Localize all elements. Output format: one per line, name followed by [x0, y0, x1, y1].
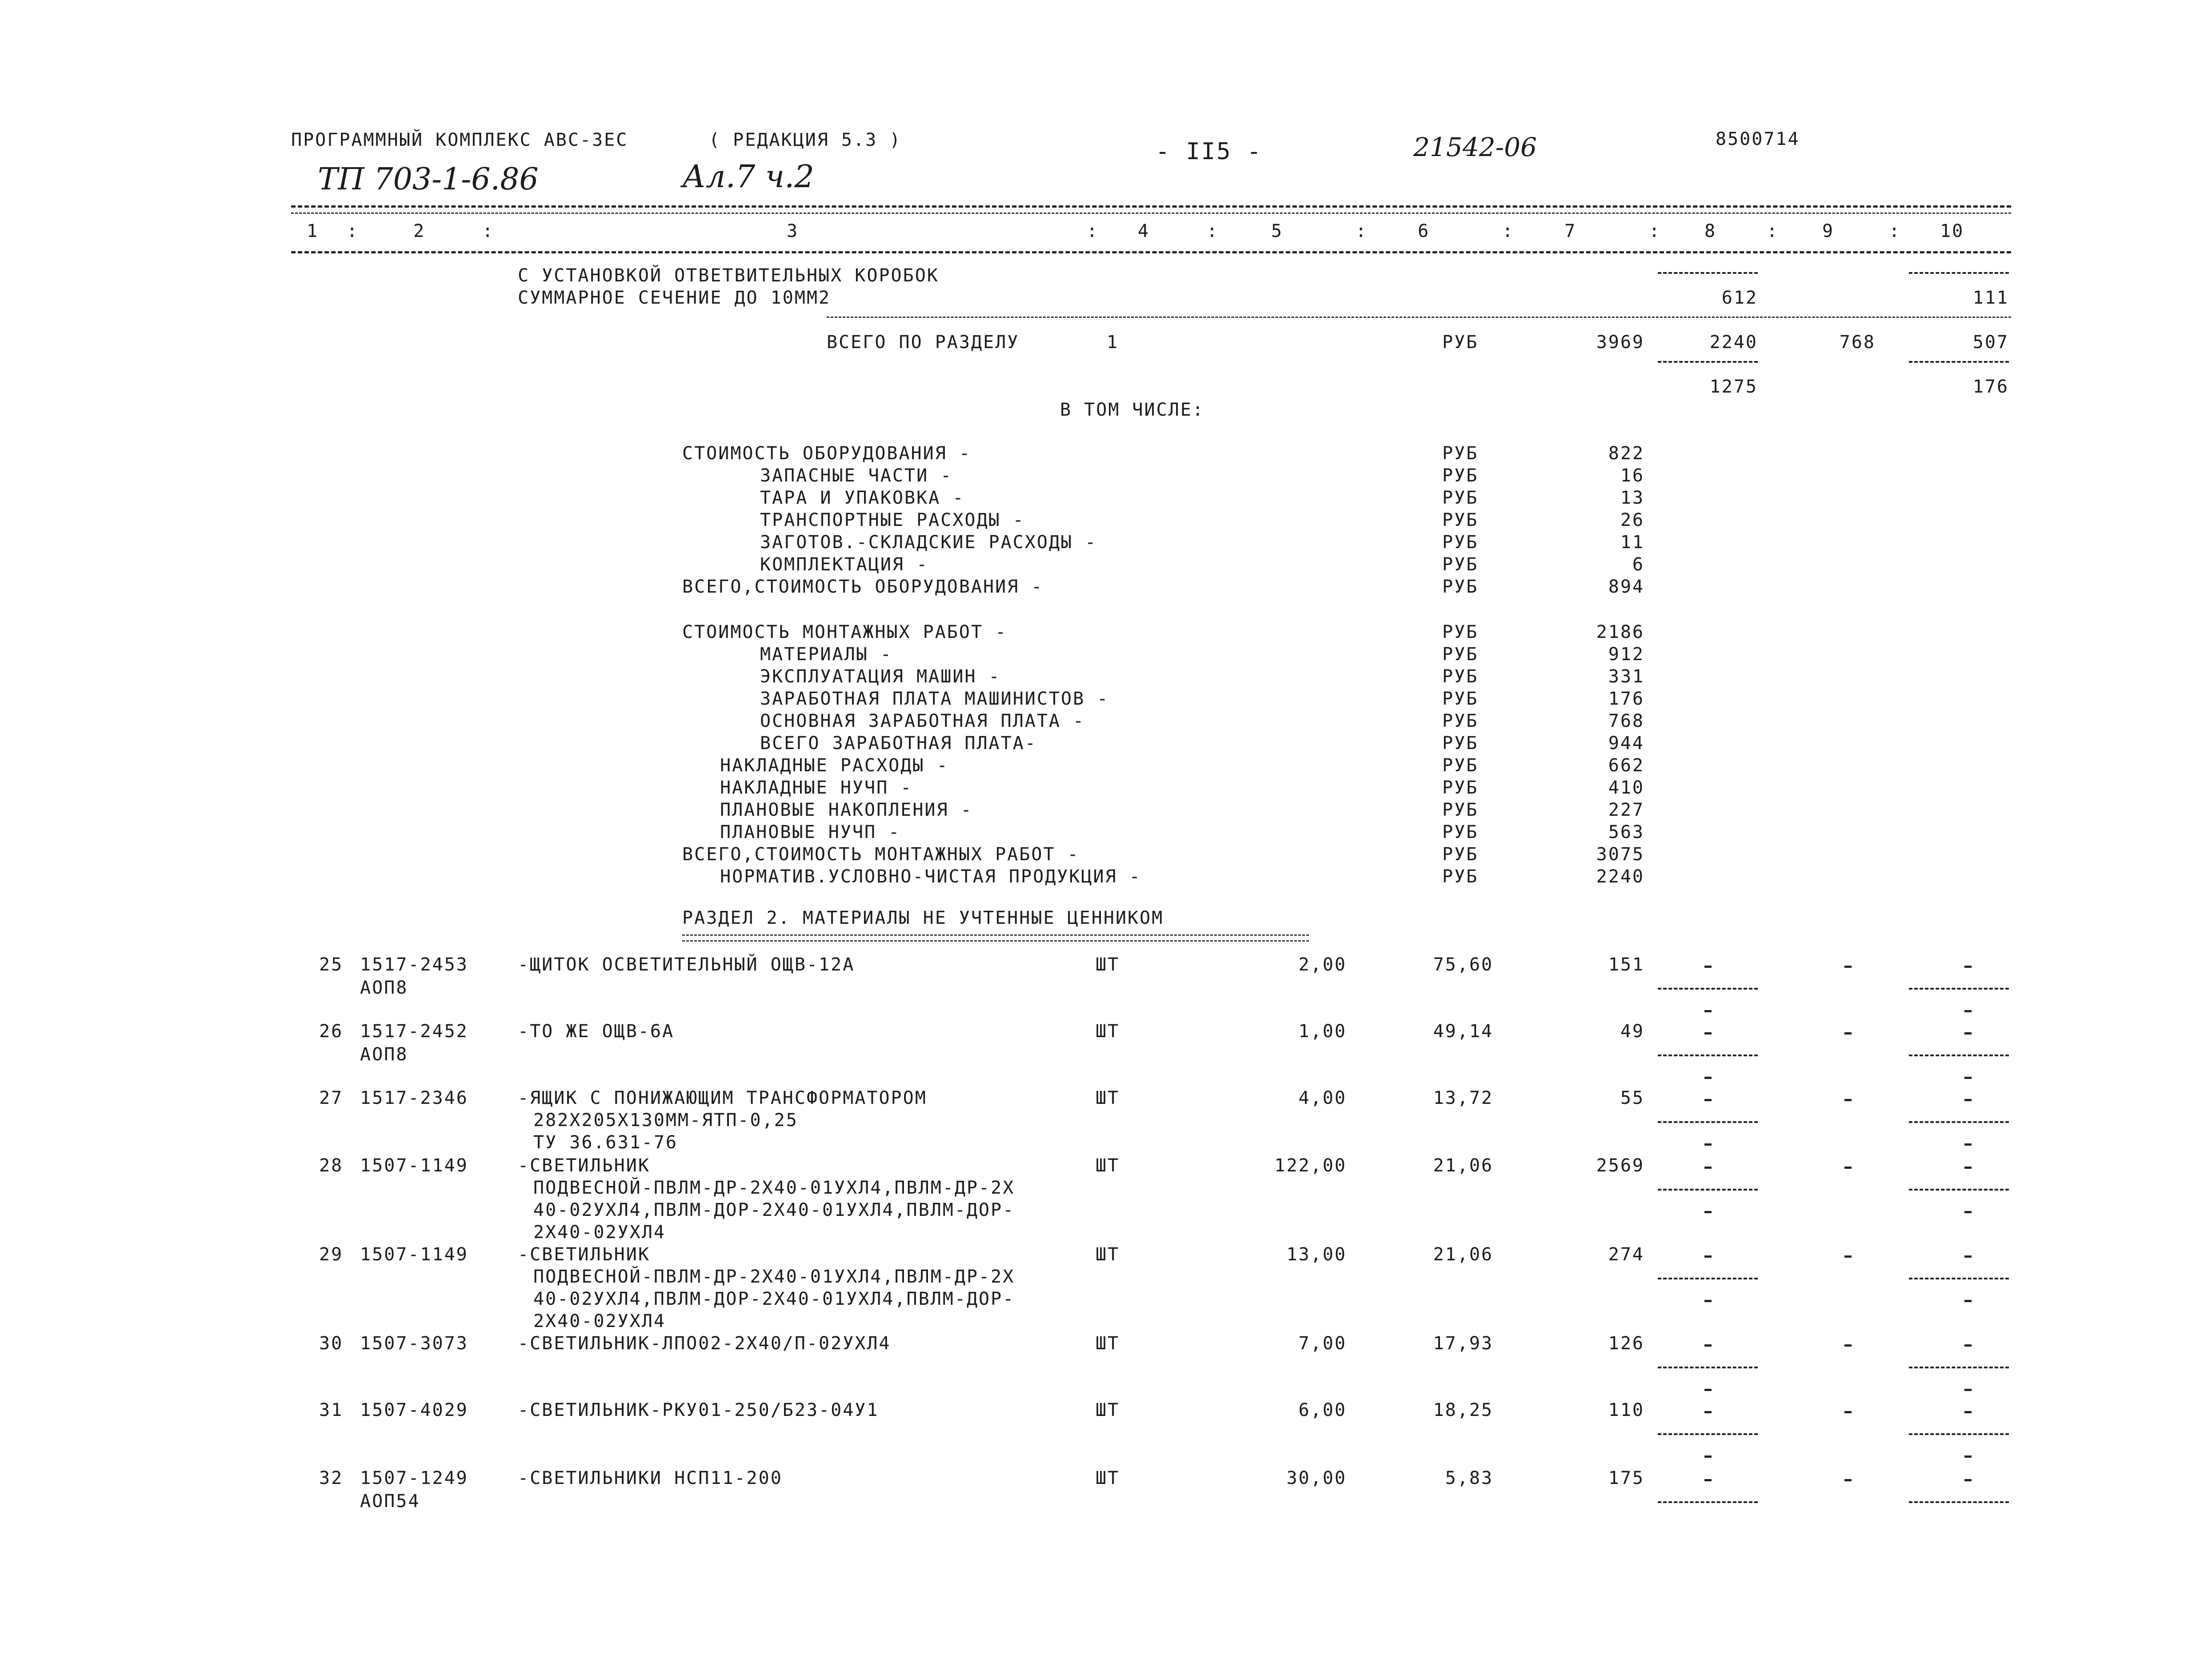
cost-line-label: ПЛАНОВЫЕ НАКОПЛЕНИЯ -	[720, 800, 973, 820]
cost-line-unit: РУБ	[1442, 733, 1479, 754]
intro-col10: 111	[1972, 288, 2009, 308]
row-price: 17,93	[1433, 1333, 1493, 1354]
cost-line-value: 2186	[1596, 622, 1644, 642]
col10-dash	[1909, 1501, 2009, 1503]
cost-line-unit: РУБ	[1442, 577, 1479, 597]
section-total-col7: 3969	[1596, 332, 1644, 353]
col10-dash	[1964, 1300, 1972, 1302]
col10-dash	[1964, 1344, 1972, 1347]
col8-dash	[1704, 1010, 1712, 1012]
row-total: 55	[1620, 1088, 1644, 1108]
row-description: -СВЕТИЛЬНИК	[518, 1244, 650, 1265]
row-code: 1507-4029	[360, 1400, 468, 1420]
cost-line-label: ВСЕГО ЗАРАБОТНАЯ ПЛАТА-	[760, 733, 1037, 754]
section2-underline	[682, 934, 1309, 942]
col10-dash	[1964, 1077, 1972, 1079]
row-qty: 6,00	[1298, 1400, 1347, 1420]
cost-line-value: 11	[1620, 532, 1644, 553]
col10-dash	[1909, 1367, 2009, 1368]
cost-line-unit: РУБ	[1442, 666, 1479, 687]
col8-dash	[1658, 1278, 1758, 1279]
row-price: 75,60	[1433, 954, 1493, 975]
col-5: 5	[1271, 221, 1284, 241]
cost-line-label: ТРАНСПОРТНЫЕ РАСХОДЫ -	[760, 510, 1025, 530]
col8-dash	[1704, 1099, 1712, 1101]
section-total-col8: 2240	[1709, 332, 1758, 353]
row-price: 21,06	[1433, 1244, 1493, 1265]
cost-line-unit: РУБ	[1442, 465, 1479, 486]
row-description: -ТО ЖЕ ОЩВ-6А	[518, 1021, 675, 1042]
project-code: ТП 703-1-6.86	[318, 162, 539, 197]
cost-line-value: 768	[1608, 711, 1644, 731]
row-description: 2Х40-02УХЛ4	[533, 1222, 666, 1243]
col10-dash	[1909, 1189, 2009, 1191]
row-unit: ШТ	[1096, 1468, 1120, 1488]
col-7: 7	[1564, 221, 1577, 241]
col8-dash	[1704, 1077, 1712, 1079]
cost-line-value: 662	[1608, 755, 1644, 776]
row-total: 110	[1608, 1400, 1644, 1420]
section-total-col10b: 176	[1972, 377, 2009, 397]
col-separator: :	[1087, 221, 1099, 241]
row-total: 151	[1608, 954, 1644, 975]
intro-col8: 612	[1721, 288, 1758, 308]
col8-dash	[1704, 1479, 1712, 1481]
row-code: 1507-1149	[360, 1244, 468, 1265]
row-description: -СВЕТИЛЬНИК-ЛПО02-2Х40/П-02УХЛ4	[518, 1333, 891, 1354]
cost-line-value: 894	[1608, 577, 1644, 597]
cost-line-unit: РУБ	[1442, 443, 1479, 464]
cost-line-unit: РУБ	[1442, 510, 1479, 530]
col8-dash	[1704, 1032, 1712, 1034]
col8-dash	[1704, 1389, 1712, 1391]
col8-dash	[1704, 1143, 1712, 1146]
col10-dash	[1909, 988, 2009, 990]
col-3: 3	[787, 221, 799, 241]
including-label: В ТОМ ЧИСЛЕ:	[1060, 400, 1204, 420]
row-code2: АОП8	[360, 1044, 408, 1065]
col-separator: :	[1502, 221, 1515, 241]
row-qty: 13,00	[1286, 1244, 1347, 1265]
row-num: 29	[319, 1244, 344, 1265]
col8-dash	[1658, 1189, 1758, 1191]
cost-line-unit: РУБ	[1442, 554, 1479, 575]
cost-line-unit: РУБ	[1442, 778, 1479, 798]
row-description: 2Х40-02УХЛ4	[533, 1311, 666, 1331]
cost-line-value: 13	[1620, 488, 1644, 508]
col10-dash	[1964, 1167, 1972, 1169]
header-rule-top-2	[291, 213, 2011, 214]
row-code2: АОП8	[360, 978, 408, 998]
header-rule-bottom	[291, 251, 2011, 253]
row-description: -СВЕТИЛЬНИК	[518, 1155, 650, 1176]
cost-line-value: 6	[1632, 554, 1644, 575]
cost-line-label: НОРМАТИВ.УСЛОВНО-ЧИСТАЯ ПРОДУКЦИЯ -	[720, 866, 1141, 887]
section-total-label: ВСЕГО ПО РАЗДЕЛУ	[827, 332, 1020, 353]
col-separator: :	[347, 221, 359, 241]
row-description: -ЯЩИК С ПОНИЖАЮЩИМ ТРАНСФОРМАТОРОМ	[518, 1088, 927, 1108]
cost-line-value: 16	[1620, 465, 1644, 486]
row-code: 1517-2452	[360, 1021, 468, 1042]
row-total: 2569	[1596, 1155, 1644, 1176]
col8-dash	[1658, 1367, 1758, 1368]
intro-line-2: СУММАРНОЕ СЕЧЕНИЕ ДО 10ММ2	[518, 288, 831, 308]
cost-line-unit: РУБ	[1442, 755, 1479, 776]
section-total-num: 1	[1107, 332, 1119, 353]
col-separator: :	[1207, 221, 1219, 241]
cost-line-value: 2240	[1596, 866, 1644, 887]
col-8: 8	[1704, 221, 1717, 241]
document-code: 8500714	[1716, 129, 1800, 149]
col8-dash	[1658, 272, 1758, 274]
section-total-unit: РУБ	[1442, 332, 1479, 353]
col8-dash	[1704, 1167, 1712, 1169]
col10-dash	[1964, 1389, 1972, 1391]
row-unit: ШТ	[1096, 1244, 1120, 1265]
col8-dash	[1704, 1300, 1712, 1302]
cost-line-label: ВСЕГО,СТОИМОСТЬ ОБОРУДОВАНИЯ -	[682, 577, 1044, 597]
col10-dash	[1964, 966, 1972, 968]
row-description: ПОДВЕСНОЙ-ПВЛМ-ДР-2Х40-01УХЛ4,ПВЛМ-ДР-2Х	[533, 1267, 1015, 1287]
row-description: -СВЕТИЛЬНИКИ НСП11-200	[518, 1468, 783, 1488]
section2-title: РАЗДЕЛ 2. МАТЕРИАЛЫ НЕ УЧТЕННЫЕ ЦЕННИКОМ	[682, 908, 1164, 928]
row-num: 27	[319, 1088, 344, 1108]
program-name: ПРОГРАММНЫЙ КОМПЛЕКС АВС-3ЕС	[291, 130, 628, 150]
col9-dash	[1844, 1032, 1852, 1034]
cost-line-unit: РУБ	[1442, 689, 1479, 709]
row-num: 31	[319, 1400, 344, 1420]
cost-line-unit: РУБ	[1442, 532, 1479, 553]
row-num: 32	[319, 1468, 344, 1488]
cost-line-unit: РУБ	[1442, 622, 1479, 642]
row-code: 1507-1149	[360, 1155, 468, 1176]
col10-dash	[1964, 1010, 1972, 1012]
col10-dash	[1909, 1121, 2009, 1123]
row-unit: ШТ	[1096, 954, 1120, 975]
cost-line-value: 912	[1608, 644, 1644, 665]
row-total: 274	[1608, 1244, 1644, 1265]
row-unit: ШТ	[1096, 1088, 1120, 1108]
col10-dash	[1909, 1055, 2009, 1056]
col8-dash	[1658, 1055, 1758, 1056]
edition-label: ( РЕДАКЦИЯ 5.3 )	[709, 130, 902, 150]
row-description: -СВЕТИЛЬНИК-РКУ01-250/Б23-04У1	[518, 1400, 879, 1420]
col8-dash	[1704, 1255, 1712, 1258]
row-qty: 122,00	[1274, 1155, 1347, 1176]
cost-line-label: КОМПЛЕКТАЦИЯ -	[760, 554, 929, 575]
cost-line-value: 944	[1608, 733, 1644, 754]
intro-line-1: С УСТАНОВКОЙ ОТВЕТВИТЕЛЬНЫХ КОРОБОК	[518, 265, 939, 286]
col-separator: :	[482, 221, 495, 241]
row-unit: ШТ	[1096, 1021, 1120, 1042]
col10-dash	[1964, 1099, 1972, 1101]
row-code: 1517-2346	[360, 1088, 468, 1108]
col8-dash	[1704, 1344, 1712, 1347]
col10-dash	[1964, 1479, 1972, 1481]
row-code2: АОП54	[360, 1491, 420, 1512]
col-10: 10	[1940, 221, 1964, 241]
album-label: Ал.7 ч.2	[682, 158, 814, 195]
col10-dash	[1964, 1255, 1972, 1258]
col9-dash	[1844, 1255, 1852, 1258]
row-qty: 4,00	[1298, 1088, 1347, 1108]
col9-dash	[1844, 1099, 1852, 1101]
row-price: 18,25	[1433, 1400, 1493, 1420]
row-code: 1507-3073	[360, 1333, 468, 1354]
cost-line-label: ОСНОВНАЯ ЗАРАБОТНАЯ ПЛАТА -	[760, 711, 1085, 731]
cost-line-unit: РУБ	[1442, 866, 1479, 887]
col8-dash	[1658, 988, 1758, 990]
row-num: 28	[319, 1155, 344, 1176]
cost-line-label: ТАРА И УПАКОВКА -	[760, 488, 965, 508]
row-qty: 1,00	[1298, 1021, 1347, 1042]
cost-line-unit: РУБ	[1442, 711, 1479, 731]
col-6: 6	[1418, 221, 1430, 241]
row-description: -ЩИТОК ОСВЕТИТЕЛЬНЫЙ ОЩВ-12А	[518, 954, 855, 975]
cost-line-value: 227	[1608, 800, 1644, 820]
cost-line-value: 176	[1608, 689, 1644, 709]
col-separator: :	[1649, 221, 1661, 241]
row-unit: ШТ	[1096, 1333, 1120, 1354]
col10-dash	[1964, 1032, 1972, 1034]
cost-line-label: МАТЕРИАЛЫ -	[760, 644, 892, 665]
col10-dash	[1909, 1278, 2009, 1279]
col8-dash	[1704, 1455, 1712, 1458]
col8-dash	[1658, 1433, 1758, 1435]
row-description: 40-02УХЛ4,ПВЛМ-ДОР-2Х40-01УХЛ4,ПВЛМ-ДОР-	[533, 1289, 1015, 1309]
col10-dash	[1909, 272, 2009, 274]
col8-dash	[1704, 1411, 1712, 1413]
row-price: 5,83	[1445, 1468, 1493, 1488]
col8-dash	[1658, 1121, 1758, 1123]
cost-line-label: ЗАГОТОВ.-СКЛАДСКИЕ РАСХОДЫ -	[760, 532, 1097, 553]
row-code: 1507-1249	[360, 1468, 468, 1488]
cost-line-unit: РУБ	[1442, 822, 1479, 842]
col-4: 4	[1138, 221, 1150, 241]
cost-line-label: ПЛАНОВЫЕ НУЧП -	[720, 822, 901, 842]
col8-dash	[1704, 1211, 1712, 1213]
col8-dash	[1704, 966, 1712, 968]
row-qty: 7,00	[1298, 1333, 1347, 1354]
doc-number: 21542-06	[1413, 132, 1537, 162]
cost-line-value: 822	[1608, 443, 1644, 464]
col-separator: :	[1767, 221, 1779, 241]
col9-dash	[1844, 1479, 1852, 1481]
row-total: 175	[1608, 1468, 1644, 1488]
row-total: 49	[1620, 1021, 1644, 1042]
cost-line-label: НАКЛАДНЫЕ НУЧП -	[720, 778, 913, 798]
col10-dash	[1909, 1433, 2009, 1435]
col10-dash	[1964, 1143, 1972, 1146]
row-description: ТУ 36.631-76	[533, 1132, 678, 1153]
col9-dash	[1844, 1411, 1852, 1413]
row-description: ПОДВЕСНОЙ-ПВЛМ-ДР-2Х40-01УХЛ4,ПВЛМ-ДР-2Х	[533, 1178, 1015, 1198]
row-total: 126	[1608, 1333, 1644, 1354]
row-description: 40-02УХЛ4,ПВЛМ-ДОР-2Х40-01УХЛ4,ПВЛМ-ДОР-	[533, 1200, 1015, 1220]
section-total-col10: 507	[1972, 332, 2009, 353]
cost-line-value: 3075	[1596, 844, 1644, 865]
col-1: 1	[307, 221, 319, 241]
col10-dash	[1964, 1455, 1972, 1458]
cost-line-value: 563	[1608, 822, 1644, 842]
col10-dash	[1964, 1411, 1972, 1413]
cost-line-label: НАКЛАДНЫЕ РАСХОДЫ -	[720, 755, 949, 776]
section-total-col8b: 1275	[1709, 377, 1758, 397]
cost-line-label: СТОИМОСТЬ МОНТАЖНЫХ РАБОТ -	[682, 622, 1008, 642]
col9-dash	[1844, 1167, 1852, 1169]
header-rule-top	[291, 205, 2011, 208]
cost-line-value: 26	[1620, 510, 1644, 530]
col9-dash	[1844, 966, 1852, 968]
col8-dash	[1658, 1501, 1758, 1503]
cost-line-label: СТОИМОСТЬ ОБОРУДОВАНИЯ -	[682, 443, 971, 464]
row-qty: 2,00	[1298, 954, 1347, 975]
col-2: 2	[413, 221, 426, 241]
row-description: 282Х205Х130ММ-ЯТП-0,25	[533, 1110, 798, 1131]
cost-line-label: ЭКСПЛУАТАЦИЯ МАШИН -	[760, 666, 1001, 687]
col9-dash	[1844, 1344, 1852, 1347]
cost-line-label: ЗАПАСНЫЕ ЧАСТИ -	[760, 465, 953, 486]
cost-line-value: 331	[1608, 666, 1644, 687]
row-num: 25	[319, 954, 344, 975]
row-price: 49,14	[1433, 1021, 1493, 1042]
cost-line-label: ВСЕГО,СТОИМОСТЬ МОНТАЖНЫХ РАБОТ -	[682, 844, 1080, 865]
section-total-col9: 768	[1839, 332, 1876, 353]
cost-line-unit: РУБ	[1442, 644, 1479, 665]
cost-line-label: ЗАРАБОТНАЯ ПЛАТА МАШИНИСТОВ -	[760, 689, 1109, 709]
cost-line-unit: РУБ	[1442, 844, 1479, 865]
row-num: 26	[319, 1021, 344, 1042]
cost-line-value: 410	[1608, 778, 1644, 798]
row-num: 30	[319, 1333, 344, 1354]
col-separator: :	[1356, 221, 1368, 241]
col10-dash	[1909, 361, 2009, 363]
col-9: 9	[1822, 221, 1835, 241]
col-separator: :	[1889, 221, 1901, 241]
row-unit: ШТ	[1096, 1400, 1120, 1420]
cost-line-unit: РУБ	[1442, 800, 1479, 820]
page-number: - II5 -	[1156, 138, 1263, 165]
row-price: 21,06	[1433, 1155, 1493, 1176]
row-price: 13,72	[1433, 1088, 1493, 1108]
col8-dash	[1658, 361, 1758, 363]
col10-dash	[1964, 1211, 1972, 1213]
subtotal-rule	[827, 317, 2011, 318]
row-code: 1517-2453	[360, 954, 468, 975]
row-qty: 30,00	[1286, 1468, 1347, 1488]
row-unit: ШТ	[1096, 1155, 1120, 1176]
cost-line-unit: РУБ	[1442, 488, 1479, 508]
